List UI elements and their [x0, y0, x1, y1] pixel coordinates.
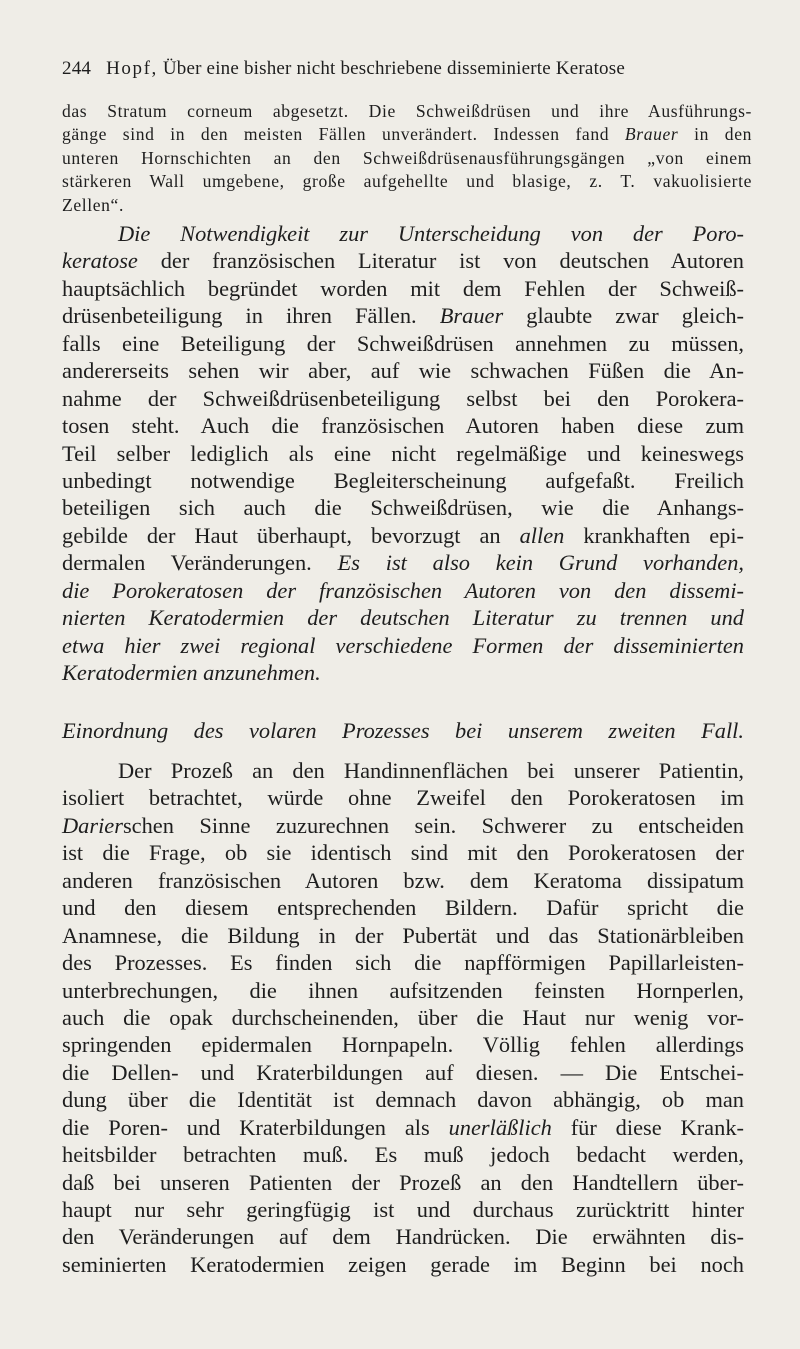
text-line: heitsbilder betrachten muß. Es muß jedoch bedacht werden,	[62, 1142, 744, 1168]
page-number: 244	[62, 58, 92, 79]
text-line: unteren Hornschichten an den Schweißdrüsenausführungsgängen „von einem	[62, 147, 752, 168]
running-header	[62, 58, 752, 80]
header-title: Über eine bisher nicht beschriebene disseminierte Keratose	[162, 58, 625, 79]
text-line: Keratodermien anzunehmen.	[62, 660, 321, 685]
author-name: Brauer	[624, 124, 679, 145]
text-line: gänge sind in den meisten Fällen unverändert. Indessen fand Brauer in den	[62, 124, 753, 145]
text-line: haupt nur sehr geringfügig ist und durchaus zurücktritt hinter	[62, 1197, 744, 1222]
text-line: drüsenbeteiligung in ihren Fällen. Brauer glaubte zwar gleich-	[62, 303, 744, 329]
header-author: Hopf,	[106, 58, 158, 79]
text-line: dung über die Identität ist demnach davon abhängig, ob man	[62, 1087, 744, 1113]
text-line: keratose der französischen Literatur ist von deutschen Autoren	[62, 248, 744, 274]
text-line: daß bei unseren Patienten der Prozeß an den Handtellern über-	[62, 1169, 744, 1195]
text-line: gebilde der Haut überhaupt, bevorzugt an allen krankhaften epi-	[62, 522, 745, 548]
text-line: die Dellen- und Kraterbildungen auf diesen. — Die Entschei-	[62, 1059, 744, 1085]
text-line: Teil selber lediglich als eine nicht regelmäßige und keineswegs	[62, 440, 744, 466]
text-line: stärkeren Wall umgebene, große aufgehellte und blasige, z. T. vakuolisierte	[62, 171, 752, 192]
text-line: ist die Frage, ob sie identisch sind mit den Porokeratosen der	[62, 840, 744, 866]
text-line: Darierschen Sinne zuzurechnen sein. Schwerer zu entscheiden	[62, 812, 744, 838]
text-line: dermalen Veränderungen. Es ist also kein Grund vorhanden,	[62, 550, 745, 576]
text-line: Der Prozeß an den Handinnenflächen bei unserer Patientin,	[118, 758, 744, 783]
text-line: Zellen“.	[62, 194, 124, 215]
text-line: seminierten Keratodermien zeigen gerade im Beginn bei noch	[62, 1251, 744, 1277]
text-line: Die Notwendigkeit zur Unterscheidung von der Poro-	[118, 221, 744, 246]
text-line: beteiligen sich auch die Schweißdrüsen, wie die Anhangs-	[62, 495, 744, 521]
text-line: andererseits sehen wir aber, auf wie schwachen Füßen die An-	[62, 358, 744, 384]
text-line: und den diesem entsprechenden Bildern. Dafür spricht die	[62, 895, 744, 921]
text-line: die Porokeratosen der französischen Autoren von den dissemi-	[62, 577, 744, 603]
text-line: nahme der Schweißdrüsenbeteiligung selbst bei den Porokera-	[62, 385, 744, 411]
text-line: etwa hier zwei regional verschiedene Formen der disseminierten	[62, 632, 744, 658]
body-paragraph-1	[62, 220, 744, 686]
text-line: anderen französischen Autoren bzw. dem Keratoma dissipatum	[62, 867, 744, 893]
text-line: Anamnese, die Bildung in der Pubertät und das Stationärbleiben	[62, 922, 744, 948]
text-line: das Stratum corneum abgesetzt. Die Schweißdrüsen und ihre Ausführungs-	[62, 101, 752, 121]
text-line: den Veränderungen auf dem Handrücken. Die erwähnten dis-	[62, 1224, 744, 1250]
text-line: isoliert betrachtet, würde ohne Zweifel den Porokeratosen im	[62, 785, 744, 811]
text-line: unterbrechungen, die ihnen aufsitzenden feinsten Hornperlen,	[62, 977, 744, 1003]
section-heading: Einordnung des volaren Prozesses bei unserem zweiten Fall.	[62, 718, 744, 743]
text-line: springenden epidermalen Hornpapeln. Völlig fehlen allerdings	[62, 1032, 744, 1058]
text-line: auch die opak durchscheinenden, über die Haut nur wenig vor-	[62, 1004, 744, 1030]
body-paragraph-2	[62, 757, 744, 1278]
text-line: des Prozesses. Es finden sich die napfförmigen Papillarleisten-	[62, 950, 744, 976]
text-line: unbedingt notwendige Begleiterscheinung aufgefaßt. Freilich	[62, 467, 744, 493]
text-line: falls eine Beteiligung der Schweißdrüsen annehmen zu müssen,	[62, 330, 744, 356]
small-print-paragraph	[62, 100, 752, 217]
text-line: nierten Keratodermien der deutschen Literatur zu trennen und	[62, 605, 744, 631]
text-line: hauptsächlich begründet worden mit dem Fehlen der Schweiß-	[62, 275, 744, 301]
text-line: tosen steht. Auch die französischen Autoren haben diese zum	[62, 413, 744, 439]
text-line: die Poren- und Kraterbildungen als unerläßlich für diese Krank-	[62, 1114, 744, 1140]
